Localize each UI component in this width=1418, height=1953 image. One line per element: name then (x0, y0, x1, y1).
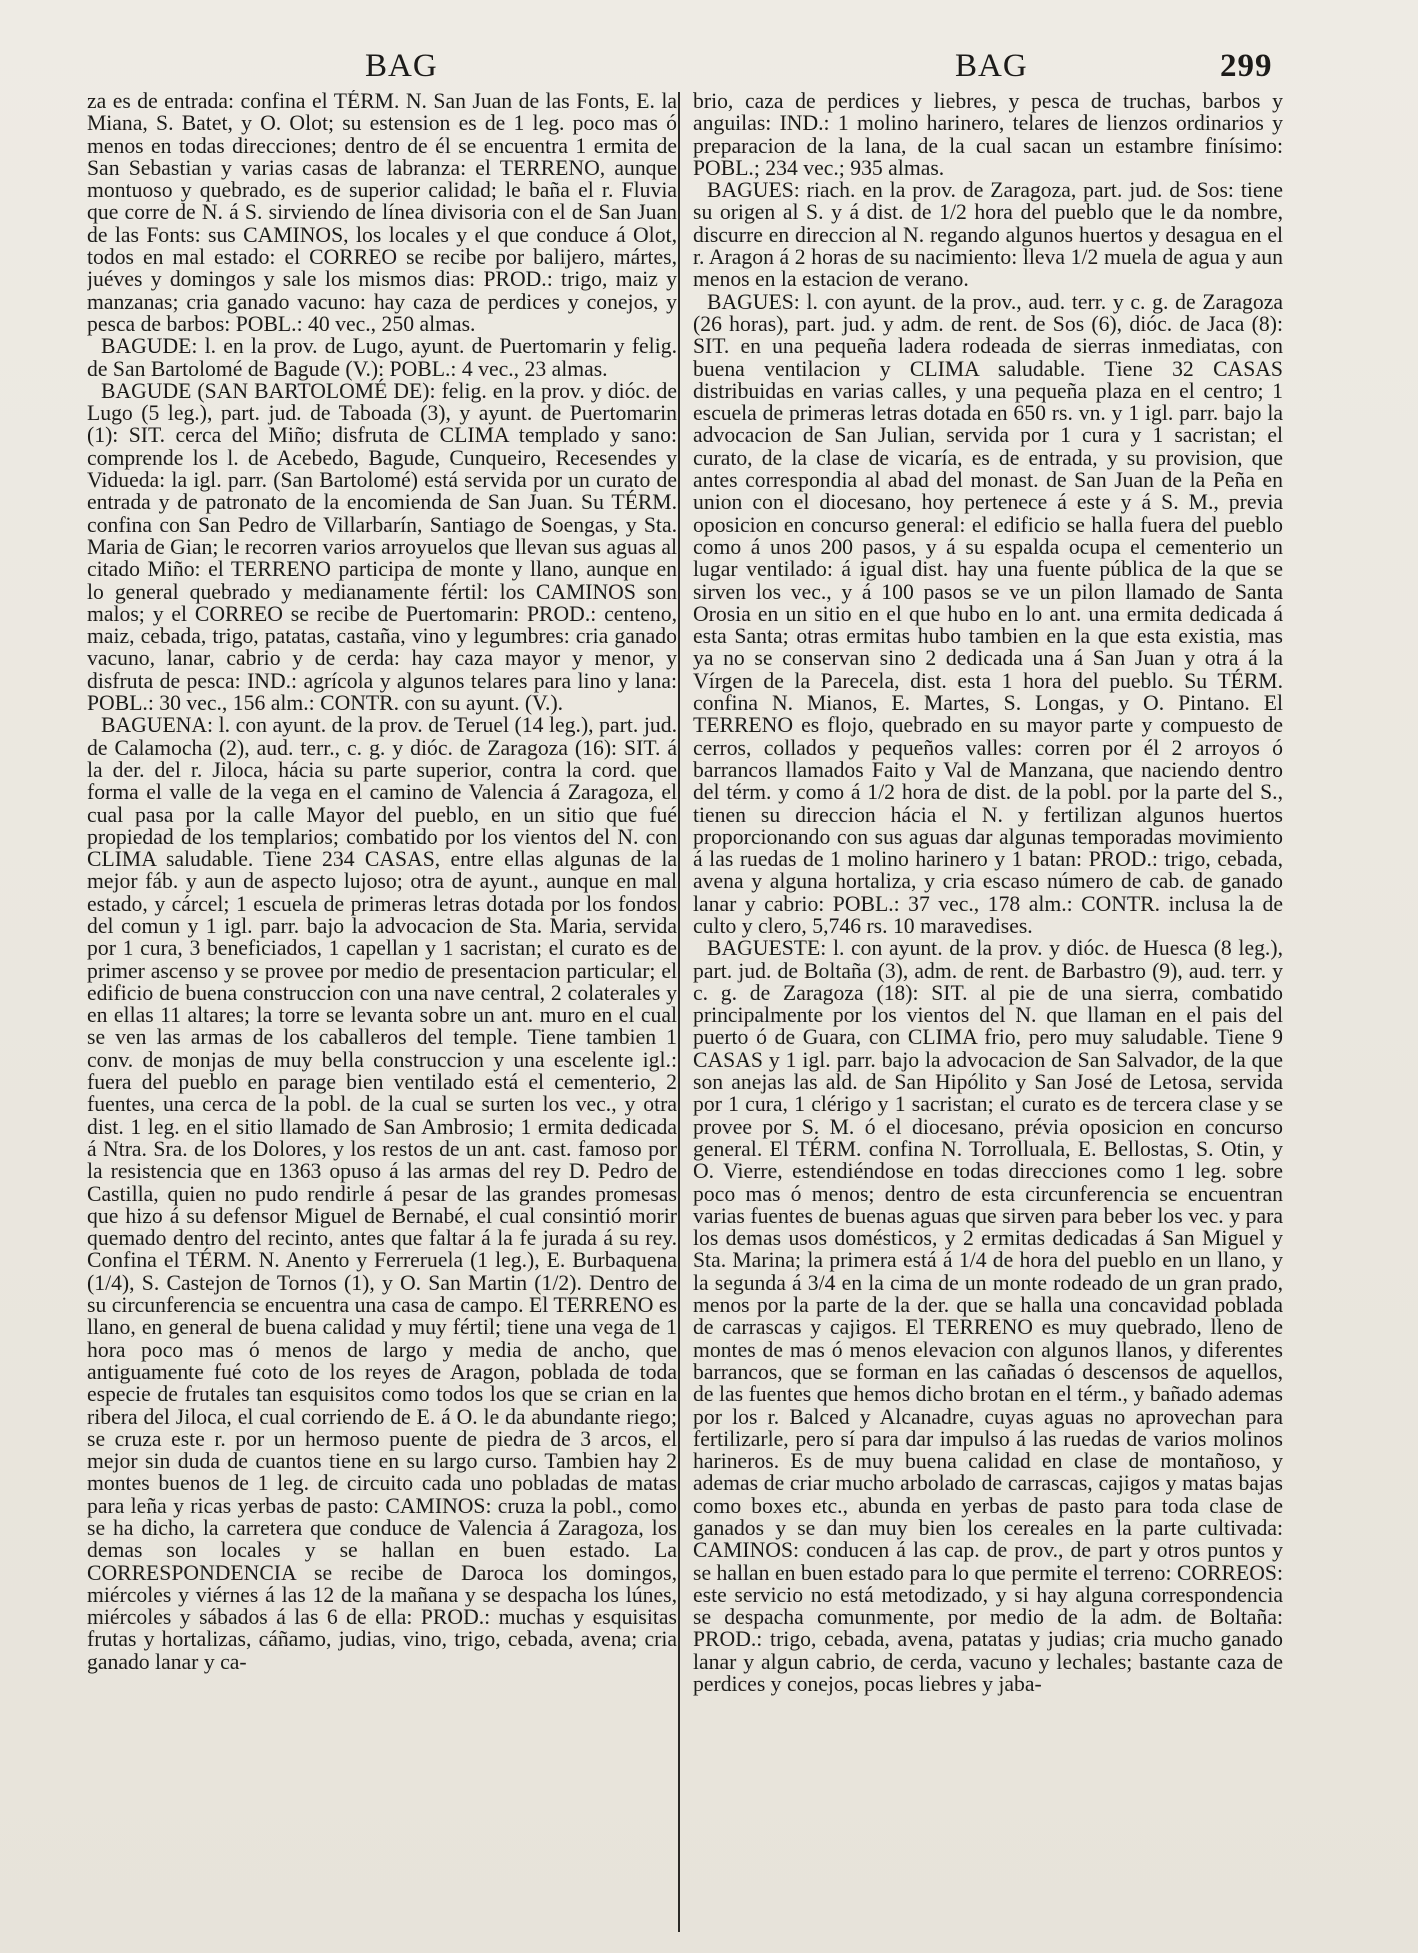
entry-bagueste: BAGUESTE: l. con ayunt. de la prov. y dióc. de Huesca (8 leg.), part. jud. de Boltaña (3), adm. de rent. de Barbastro (9), aud. terr. y c. g. de Zaragoza (18): SIT. al pie de una sierra, combatido principalmente por los vientos del N. que llaman en el pais del puerto ó de Guara, con CLIMA frio, pero muy saludable. Tiene 9 CASAS y 1 igl. parr. bajo la advocacion de San Salvador, de la que son anejas las ald. de San Hipólito y San José de Letosa, servida por 1 cura, 1 clérigo y 1 sacristan; el curato es de tercera clase y se provee por S. M. ó el diocesano, prévia oposicion en concurso general. El TÉRM. confina N. Torrolluala, E. Bellostas, S. Otin, y O. Vierre, estendiéndose en todas direcciones como 1 leg. sobre poco mas ó menos; dentro de esta circunferencia se encuentran varias fuentes de buenas aguas que sirven para beber los vec. y para los demas usos domésticos, y 2 ermitas dedicadas á San Miguel y Sta. Marina; la primera está á 1/4 de hora del pueblo en un llano, y la segunda á 3/4 en la cima de un monte rodeado de un gran prado, menos por la parte de la der. que se halla una concavidad poblada de carrascas y cajigos. El TERRENO es muy quebrado, lleno de montes de mas ó menos elevacion con algunos llanos, y diferentes barrancos, que se forman en las cañadas ó descensos de aquellos, de las fuentes que hemos dicho brotan en el térm., y bañado ademas por los r. Balced y Alcanadre, cuyas aguas no aprovechan para fertilizarle, pero sí para dar impulso á las ruedas de varios molinos harineros. Es de muy buena calidad en clase de montañoso, y ademas de criar mucho arbolado de carrascas, cajigos y matas bajas como boxes etc., abunda en yerbas de pasto para toda clase de ganados y se dan muy bien los cereales en la parte cultivada: CAMINOS: conducen á las cap. de prov., de part y otros puntos y se hallan en buen estado para lo que permite el terreno: CORREOS: este servicio no está metodizado, y si hay alguna correspondencia se despacha comunmente, por medio de la adm. de Boltaña: PROD.: trigo, cebada, avena, patatas y judias; cria mucho ganado lanar y algun cabrio, de cerda, vacuno y lechales; bastante caza de perdices y conejos, pocas liebres y jaba- (693, 936, 1283, 1697)
entry-continuation: za es de entrada: confina el TÉRM. N. San Juan de las Fonts, E. la Miana, S. Batet, y O. Olot; su estension es de 1 leg. poco mas ó menos en todas direcciones; dentro de él se encuentra 1 ermita de San Sebastian y varias casas de labranza: el TERRENO, aunque montuoso y quebrado, es de superior calidad; le baña el r. Fluvia que corre de N. á S. sirviendo de línea divisoria con el de San Juan de las Fonts: sus CAMINOS, los locales y el que conduce á Olot, todos en mal estado: el CORREO se recibe por balijero, mártes, juéves y domingos y sale los mismos dias: PROD.: trigo, maiz y manzanas; cria ganado vacuno: hay caza de perdices y conejos, y pesca de barbos: POBL.: 40 vec., 250 almas. (87, 90, 677, 336)
entry-bagude-lugar: BAGUDE: l. en la prov. de Lugo, ayunt. de Puertomarin y felig. de San Bartolomé de Bagude (V.): POBL.: 4 vec., 23 almas. (87, 334, 677, 381)
running-head-left: BAG (365, 48, 438, 84)
column-divider (678, 92, 680, 1932)
entry-continuation-baguena: brio, caza de perdices y liebres, y pesca de truchas, barbos y anguilas: IND.: 1 molino harinero, telares de lienzos ordinarios y preparacion de la lana, de la cual sacan un estambre finísimo: POBL.; 234 vec.; 935 almas. (693, 90, 1283, 180)
entry-baguena: BAGUENA: l. con ayunt. de la prov. de Teruel (14 leg.), part. jud. de Calamocha (2), aud. terr., c. g. y dióc. de Zaragoza (16): SIT. á la der. del r. Jiloca, hácia su parte superior, contra la cord. que forma el valle de la vega en el camino de Valencia á Zaragoza, el cual pasa por la calle Mayor del pueblo, en un sitio que fué propiedad de los templarios; combatido por los vientos del N. con CLIMA saludable. Tiene 234 CASAS, entre ellas algunas de la mejor fáb. y aun de aspecto lujoso; otra de ayunt., aunque en mal estado, y cárcel; 1 escuela de primeras letras dotada por los fondos del comun y 1 igl. parr. bajo la advocacion de Sta. Maria, servida por 1 cura, 3 beneficiados, 1 capellan y 1 sacristan; el curato es de primer ascenso y se provee por medio de presentacion particular; el edificio de buena construccion con una nave central, 2 colaterales y en ellas 11 altares; la torre se levanta sobre un ant. muro en el cual se ven las armas de los caballeros del temple. Tiene tambien 1 conv. de monjas de muy bella construccion y una escelente igl.: fuera del pueblo en parage bien ventilado está el cementerio, 2 fuentes, una cerca de la pobl. de la cual se surten los vec., y otra dist. 1 leg. en el sitio llamado de San Ambrosio; 1 ermita dedicada á Ntra. Sra. de los Dolores, y los restos de un ant. cast. famoso por la resistencia que en 1363 opuso á las armas del rey D. Pedro de Castilla, quien no pudo rendirle á pesar de las grandes promesas que hizo á su defensor Miguel de Bernabé, el cual consintió morir quemado dentro del recinto, antes que faltar á la fe jurada á su rey. Confina el TÉRM. N. Anento y Ferreruela (1 leg.), E. Burbaquena (1/4), S. Castejon de Tornos (1), y O. San Martin (1/2). Dentro de su circunferencia se encuentra una casa de campo. El TERRENO es llano, en general de buena calidad y muy fértil; tiene una vega de 1 hora poco mas ó menos de largo y media de ancho, que antiguamente fué coto de los reyes de Aragon, poblada de toda especie de frutales tan esquisitos como todos los que se crian en la ribera del Jiloca, el cual corriendo de E. á O. le da abundante riego; se cruza este r. por un hermoso puente de piedra de 3 arcos, el mejor sin duda de cuantos tiene en su largo curso. Tambien hay 2 montes buenos de 1 leg. de circuito cada uno pobladas de matas para leña y ricas yerbas de pasto: CAMINOS: cruza la pobl., como se ha dicho, la carretera que conduce de Valencia á Zaragoza, los demas son locales y se hallan en buen estado. La CORRESPONDENCIA se recibe de Daroca los domingos, miércoles y viérnes á las 12 de la mañana y se despacha los lúnes, miércoles y sábados á las 6 de ella: PROD.: muchas y esquisitas frutas y hortalizas, cáñamo, judias, vino, trigo, cebada, avena; cria ganado lanar y ca- (87, 713, 677, 1674)
entry-bagues-lugar: BAGUES: l. con ayunt. de la prov., aud. terr. y c. g. de Zaragoza (26 horas), part. jud. y adm. de rent. de Sos (6), dióc. de Jaca (8): SIT. en una pequeña ladera rodeada de sierras inmediatas, con buena ventilacion y CLIMA saludable. Tiene 32 CASAS distribuidas en varias calles, y una pequeña plaza en el centro; 1 escuela de primeras letras dotada en 650 rs. vn. y 1 igl. parr. bajo la advocacion de San Julian, servida por 1 cura y 1 sacristan; el curato, de la clase de vicaría, es de entrada, y su provision, que antes correspondia al abad del monast. de San Juan de la Peña en union con el diocesano, hoy pertenece á este y á S. M., previa oposicion en concurso general: el edificio se halla fuera del pueblo como á unos 200 pasos, y á su espalda ocupa el cementerio un lugar ventilado: á igual dist. hay una fuente pública de la que se sirven los vec., y á 100 pasos se ve un pilon llamado de Santa Orosia en un sitio en el que hubo en lo ant. una ermita dedicada á esta Santa; otras ermitas hubo tambien en la que esta existia, mas ya no se conservan sino 2 dedicada una á San Juan y otra á la Vírgen de la Parecela, dist. esta 1 hora del pueblo. Su TÉRM. confina N. Mianos, E. Martes, S. Longas, y O. Pintano. El TERRENO es flojo, quebrado en su mayor parte y compuesto de cerros, collados y pequeños valles: corren por él 2 arroyos ó barrancos llamados Faito y Val de Manzana, que naciendo dentro del térm. y como á 1/2 hora de dist. de la pobl. por la parte del S., tienen su direccion hácia el N. y fertilizan algunos huertos proporcionando con sus aguas dar algunas temporadas movimiento á las ruedas de 1 molino harinero y 1 batan: PROD.: trigo, cebada, avena y alguna hortaliza, y cria escaso número de cab. de ganado lanar y cabrio: POBL.: 37 vec., 178 alm.: CONTR. inclusa la de culto y clero, 5,746 rs. 10 maravedises. (693, 289, 1283, 938)
running-head-right: BAG (955, 48, 1028, 84)
right-column (693, 90, 1283, 1935)
entry-bagues-riachuelo: BAGUES: riach. en la prov. de Zaragoza, part. jud. de Sos: tiene su origen al S. y á dist. de 1/2 hora del pueblo que le da nombre, discurre en direccion al N. regando algunos huertos y desagua en el r. Aragon á 2 horas de su nacimiento: lleva 1/2 muela de agua y aun menos en la estacion de verano. (693, 178, 1283, 292)
page-number: 299 (1220, 48, 1273, 84)
left-column (87, 90, 677, 1935)
entry-bagude-feligresia: BAGUDE (SAN BARTOLOMÉ DE): felig. en la prov. y dióc. de Lugo (5 leg.), part. jud. de Taboada (3), y ayunt. de Puertomarin (1): SIT. cerca del Miño; disfruta de CLIMA templado y sano: comprende los l. de Acebedo, Bagude, Cunqueiro, Recesendes y Vidueda: la igl. parr. (San Bartolomé) está servida por un curato de entrada y de patronato de la encomienda de San Juan. Su TÉRM. confina con San Pedro de Villarbarín, Santiago de Soengas, y Sta. Maria de Gian; le recorren varios arroyuelos que llevan sus aguas al citado Miño: el TERRENO participa de monte y llano, aunque en lo general quebrado y medianamente fértil: los CAMINOS son malos; y el CORREO se recibe de Puertomarin: PROD.: centeno, maiz, cebada, trigo, patatas, castaña, vino y legumbres: cria ganado vacuno, lanar, cabrio y de cerda: hay caza mayor y menor, y disfruta de pesca: IND.: agrícola y algunos telares para lino y lana: POBL.: 30 vec., 156 alm.: CONTR. con su ayunt. (V.). (87, 378, 677, 716)
